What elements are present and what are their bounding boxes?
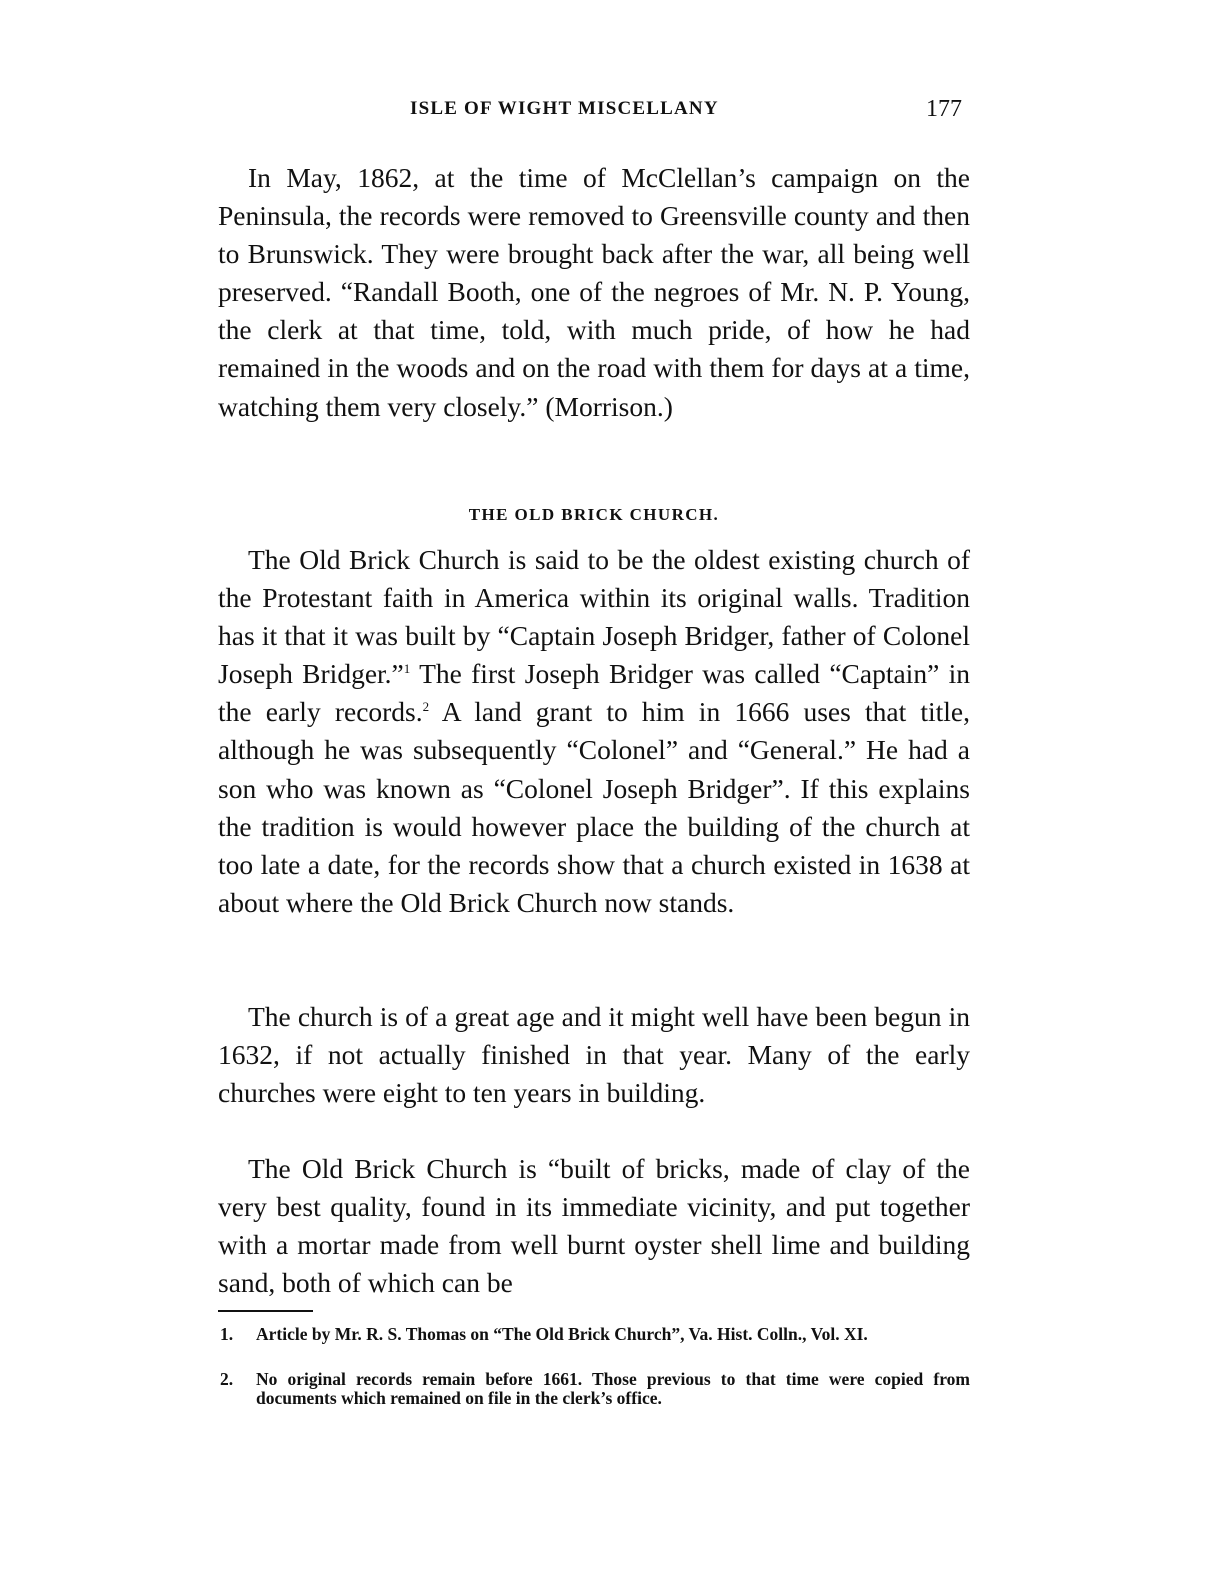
paragraph-church-construction: The Old Brick Church is “built of bricks, made of clay of the very best quality, found in its immediate vicinity, and put together with a mortar made from well burnt oyster shell lime and building sand, both of which can be — [218, 1153, 970, 1299]
paragraph-text-part: The first Joseph Bridger was called “Captain” in the early records. — [218, 658, 970, 728]
paragraph-church-age: The church is of a great age and it might well have been begun in 1632, if not actually finished in that year. Many of the early churches were eight to ten years in building. — [218, 1001, 970, 1109]
paragraph-old-brick-church-origin — [218, 541, 970, 922]
running-title: ISLE OF WIGHT MISCELLANY — [410, 98, 719, 119]
page-number: 177 — [926, 96, 962, 122]
paragraph-records-removed: In May, 1862, at the time of McClellan’s campaign on the Peninsula, the records were removed to Greensville county and then to Brunswick. They were brought back after the war, all being well preserved. “Randall Booth, one of the negroes of Mr. N. P. Young, the clerk at that time, told, with much pride, of how he had remained in the woods and on the road with them for days at a time, watching them very closely.” (Morrison.) — [218, 162, 970, 422]
running-head — [218, 94, 970, 130]
footnote-text: Article by Mr. R. S. Thomas on “The Old Brick Church”, Va. Hist. Colln., Vol. XI. — [256, 1324, 868, 1344]
footnote-text: No original records remain before 1661. Those previous to that time were copied from documents which remained on file in the clerk’s office. — [256, 1369, 970, 1408]
paragraph-text-part: The Old Brick Church is said to be the oldest existing church of the Protestant faith in America within its original walls. Tradition has it that it was built by “Captain Joseph Bridger, father of Colonel Joseph Bridger.” — [218, 544, 970, 690]
footnote-reference-2: 2 — [422, 699, 430, 715]
footnote-divider — [218, 1310, 313, 1312]
paragraph-text-part: A land grant to him in 1666 uses that title, although he was subsequently “Colonel” and “General.” He had a son who was known as “Colonel Joseph Bridger”. If this explains the tradition is would however place the building of the church at too late a date, for the records show that a church existed in 1638 at about where the Old Brick Church now stands. — [218, 696, 970, 918]
book-page — [218, 0, 970, 1584]
footnote-2 — [218, 1370, 970, 1408]
footnote-number: 2. — [220, 1369, 234, 1389]
section-heading: THE OLD BRICK CHURCH. — [468, 505, 720, 524]
footnote-1 — [218, 1325, 970, 1344]
footnote-number: 1. — [220, 1324, 234, 1344]
footnote-reference-1: 1 — [403, 661, 411, 677]
